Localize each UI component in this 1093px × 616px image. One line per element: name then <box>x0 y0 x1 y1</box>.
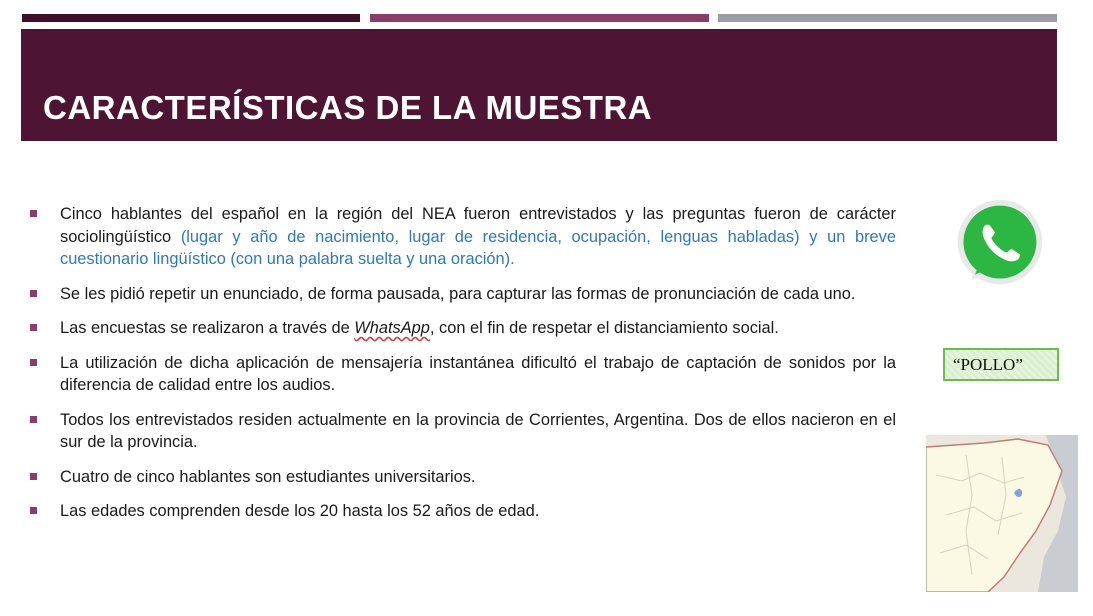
bullet-list <box>30 203 896 535</box>
bullet-marker <box>30 473 37 480</box>
bullet-text: Las edades comprenden desde los 20 hasta los 52 años de edad. <box>60 502 540 520</box>
list-item <box>30 283 896 306</box>
whatsapp-term: WhatsApp <box>354 319 430 337</box>
bullet-text: Se les pidió repetir un enunciado, de forma pausada, para capturar las formas de pronunciación de cada uno. <box>60 284 856 303</box>
bullet-text: , con el fin de respetar el distanciamiento social. <box>429 319 779 337</box>
corrientes-map <box>926 435 1078 592</box>
word-label-box <box>943 348 1059 381</box>
list-item <box>30 203 896 271</box>
accent-bar-dark <box>22 14 360 22</box>
bullet-marker <box>30 290 37 297</box>
bullet-text: La utilización de dicha aplicación de mensajería instantánea dificultó el trabajo de captación de sonidos por la diferencia de calidad entre los audios. <box>60 353 896 394</box>
list-item <box>30 352 896 397</box>
title-band <box>21 29 1057 141</box>
bullet-highlight-text: (lugar y año de nacimiento, lugar de residencia, ocupación, lenguas habladas) y un breve cuestionario lingüístico (con una palabra suelta y una oración). <box>60 227 896 268</box>
word-label: “POLLO” <box>953 355 1023 374</box>
accent-bar-purple <box>370 14 709 22</box>
bullet-text: Cuatro de cinco hablantes son estudiantes universitarios. <box>60 467 476 486</box>
bullet-text: Cinco hablantes del español en la región del NEA fueron entrevistados y las preguntas fueron de carácter sociolingüístico <box>60 205 896 246</box>
list-item <box>30 500 896 523</box>
bullet-marker <box>30 416 37 423</box>
list-item <box>30 317 896 340</box>
bullet-marker <box>30 507 37 514</box>
bullet-marker <box>30 210 37 217</box>
list-item <box>30 466 896 489</box>
list-item <box>30 409 896 454</box>
whatsapp-icon <box>950 196 1046 292</box>
slide-title: CARACTERÍSTICAS DE LA MUESTRA <box>43 89 653 126</box>
bullet-text: Las encuestas se realizaron a través de <box>60 319 355 337</box>
bullet-text: Todos los entrevistados residen actualmente en la provincia de Corrientes, Argentina. Dos de ellos nacieron en el sur de la provincia. <box>60 410 896 451</box>
bullet-marker <box>30 324 37 331</box>
bullet-marker <box>30 359 37 366</box>
accent-bar-gray <box>718 14 1057 22</box>
